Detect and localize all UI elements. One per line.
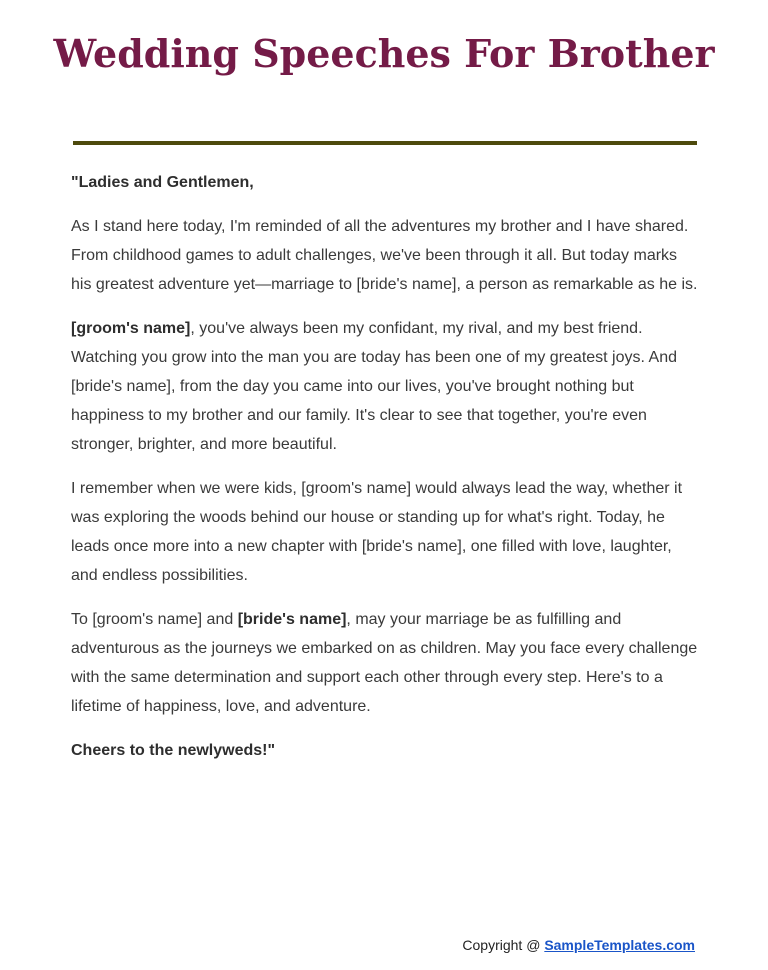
sampletemplates-link[interactable]: SampleTemplates.com [544,937,695,953]
groom-name-placeholder: [groom's name] [71,320,191,337]
title-divider [73,141,697,145]
closing-text: Cheers to the newlyweds!" [71,742,276,759]
paragraph-3: I remember when we were kids, [groom's name] would always lead the way, whether it was exploring the woods behind our house or standing up for what's right. Today, he leads once more into a new chapter with [bride's name], one filled with love, laughter, and endless possibilities. [71,480,683,584]
paragraph-2 [71,314,699,459]
opening-text: "Ladies and Gentlemen, [71,174,254,191]
page-title: Wedding Speeches For Brother [53,31,715,76]
copyright-label: Copyright @ [462,937,545,953]
bride-name-placeholder: [bride's name] [237,611,347,628]
paragraph-1: As I stand here today, I'm reminded of all the adventures my brother and I have shared. From childhood games to adult challenges, we've been through it all. But today marks his greatest adventure yet—marriage to [bride's name], a person as remarkable as he is. [71,218,698,293]
closing-line [71,736,699,765]
speech-body [71,168,699,780]
opening-line [71,168,699,197]
paragraph-4-start: To [groom's name] and [71,611,238,628]
footer-copyright [462,937,695,953]
paragraph-4 [71,605,699,721]
paragraph-4-text: , may your marriage be as fulfilling and adventurous as the journeys we embarked on as children. May you face every challenge with the same determination and support each other through every step. Here's to a lifetime of happiness, love, and adventure. [71,611,698,715]
paragraph-2-text: , you've always been my confidant, my rival, and my best friend. Watching you grow into the man you are today has been one of my greatest joys. And [bride's name], from the day you came into our lives, you've brought nothing but happiness to my brother and our family. It's clear to see that together, you're even stronger, brighter, and more beautiful. [71,320,677,453]
